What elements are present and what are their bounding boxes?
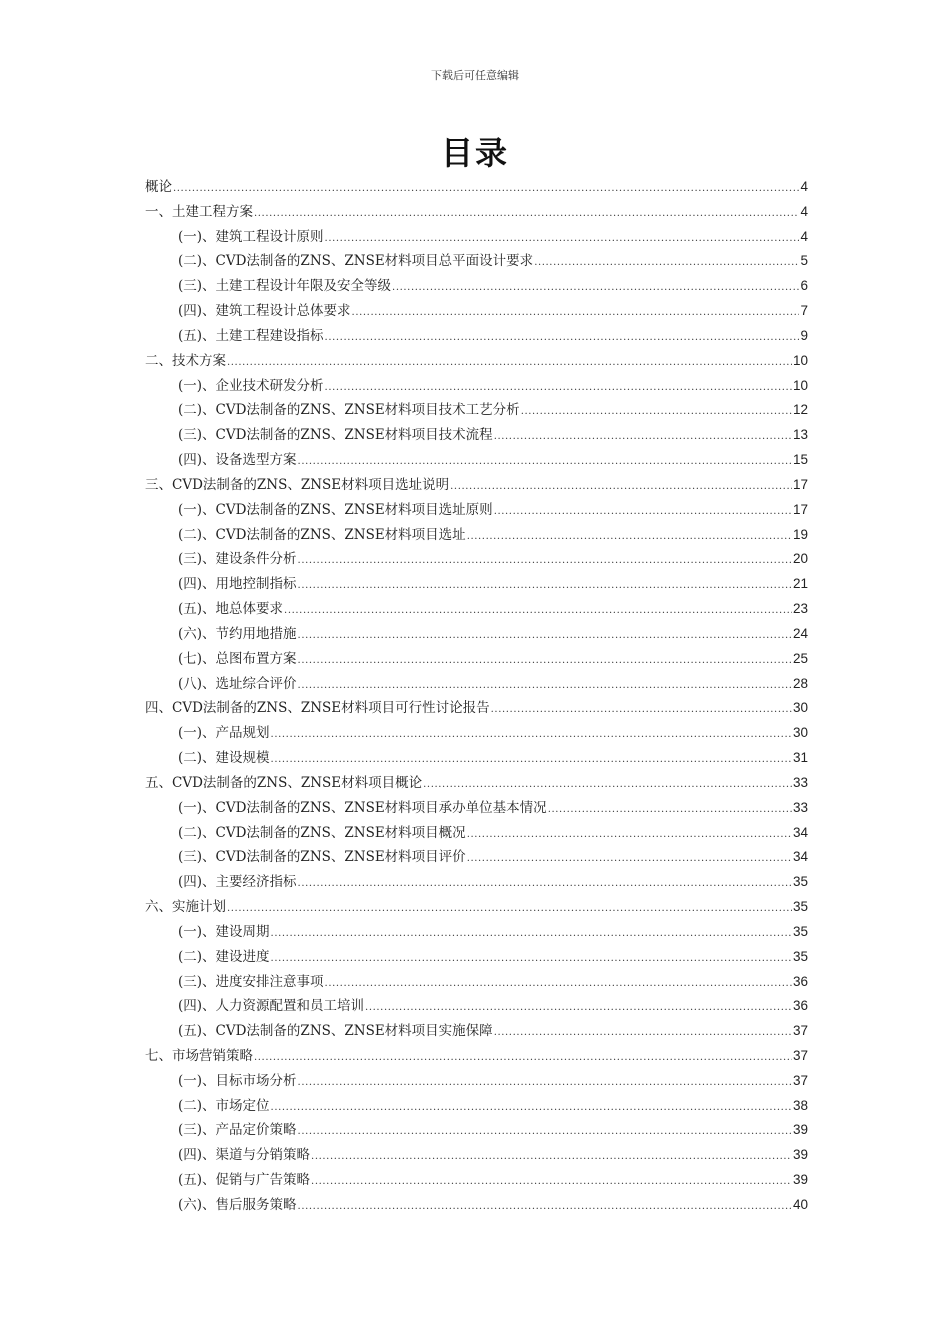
toc-leader-dots [494, 500, 792, 525]
toc-entry-page: 21 [792, 576, 808, 592]
toc-entry-label: (二)、CVD法制备的ZNS、ZNSE材料项目选址 [178, 526, 466, 543]
toc-entry-page: 35 [792, 923, 808, 939]
toc-entry-label: (五)、促销与广告策略 [178, 1172, 311, 1189]
toc-entry[interactable] [145, 249, 808, 274]
toc-entry[interactable] [145, 1044, 808, 1069]
toc-entry-page: 6 [800, 278, 808, 294]
toc-entry[interactable] [145, 423, 808, 448]
toc-entry-label: (四)、渠道与分销策略 [178, 1147, 311, 1164]
toc-leader-dots [311, 1145, 792, 1170]
toc-leader-dots [298, 1071, 792, 1096]
toc-entry-label: (一)、建筑工程设计原则 [178, 228, 324, 245]
toc-entry-page: 5 [800, 253, 808, 269]
toc-leader-dots [325, 227, 800, 252]
toc-entry[interactable] [145, 1168, 808, 1193]
toc-entry-page: 4 [800, 179, 808, 194]
toc-entry[interactable] [145, 821, 808, 846]
toc-entry-page: 35 [792, 874, 808, 890]
toc-entry-page: 40 [792, 1196, 808, 1212]
page-header: 下载后可任意编辑 [431, 69, 519, 82]
toc-entry[interactable] [145, 324, 808, 349]
toc-entry-page: 37 [792, 1047, 808, 1063]
toc-entry-label: (三)、CVD法制备的ZNS、ZNSE材料项目技术流程 [178, 427, 493, 444]
toc-entry-label: 七、市场营销策略 [145, 1047, 253, 1064]
toc-leader-dots [298, 549, 792, 574]
toc-entry[interactable] [145, 796, 808, 821]
toc-entry[interactable] [145, 1143, 808, 1168]
toc-entry-page: 10 [792, 377, 808, 393]
toc-entry[interactable] [145, 1193, 808, 1218]
toc-leader-dots [227, 897, 792, 922]
toc-entry[interactable] [145, 572, 808, 597]
toc-leader-dots [298, 674, 792, 699]
toc-entry[interactable] [145, 175, 808, 200]
toc-entry-label: (三)、土建工程设计年限及安全等级 [178, 278, 392, 295]
toc-entry[interactable] [145, 1069, 808, 1094]
toc-entry[interactable] [145, 771, 808, 796]
toc-entry-page: 37 [792, 1072, 808, 1088]
toc-entry-page: 25 [792, 650, 808, 666]
toc-leader-dots [284, 599, 792, 624]
toc-entry-page: 36 [792, 998, 808, 1014]
toc-entry-label: 二、技术方案 [145, 352, 226, 369]
table-of-contents [145, 175, 808, 1218]
toc-entry-label: 一、土建工程方案 [145, 203, 253, 220]
toc-entry-label: (五)、地总体要求 [178, 601, 284, 618]
toc-leader-dots [271, 748, 792, 773]
toc-entry-label: (一)、企业技术研发分析 [178, 377, 324, 394]
toc-entry[interactable] [145, 696, 808, 721]
toc-leader-dots [271, 922, 792, 947]
toc-entry-label: (二)、建设规模 [178, 750, 270, 767]
toc-entry-label: (一)、建设周期 [178, 923, 270, 940]
toc-entry[interactable] [145, 299, 808, 324]
toc-leader-dots [298, 1120, 792, 1145]
toc-entry[interactable] [145, 746, 808, 771]
toc-entry-label: (四)、设备选型方案 [178, 452, 297, 469]
toc-leader-dots [534, 251, 799, 276]
toc-leader-dots [298, 1195, 792, 1220]
toc-entry-label: (三)、建设条件分析 [178, 551, 297, 568]
toc-entry-page: 20 [792, 551, 808, 567]
toc-leader-dots [298, 872, 792, 897]
toc-leader-dots [254, 202, 799, 227]
toc-entry-page: 9 [800, 327, 808, 343]
toc-entry[interactable] [145, 498, 808, 523]
toc-entry-page: 12 [792, 402, 808, 418]
toc-entry[interactable] [145, 597, 808, 622]
toc-entry[interactable] [145, 1118, 808, 1143]
toc-entry-page: 7 [800, 303, 808, 319]
toc-entry-page: 30 [792, 725, 808, 741]
toc-entry-label: (二)、CVD法制备的ZNS、ZNSE材料项目概况 [178, 824, 466, 841]
toc-leader-dots [352, 301, 800, 326]
toc-entry[interactable] [145, 374, 808, 399]
toc-entry[interactable] [145, 845, 808, 870]
toc-entry-label: (五)、CVD法制备的ZNS、ZNSE材料项目实施保障 [178, 1023, 493, 1040]
toc-entry[interactable] [145, 647, 808, 672]
toc-entry[interactable] [145, 547, 808, 572]
toc-leader-dots [467, 847, 792, 872]
toc-entry[interactable] [145, 398, 808, 423]
toc-entry-page: 38 [792, 1097, 808, 1113]
toc-leader-dots [365, 996, 792, 1021]
toc-entry-page: 4 [800, 203, 808, 219]
toc-entry-label: (二)、CVD法制备的ZNS、ZNSE材料项目总平面设计要求 [178, 253, 534, 270]
toc-entry-label: (六)、节约用地措施 [178, 625, 297, 642]
toc-leader-dots [467, 525, 792, 550]
toc-entry-label: 四、CVD法制备的ZNS、ZNSE材料项目可行性讨论报告 [145, 700, 490, 717]
toc-entry-page: 17 [792, 476, 808, 492]
toc-entry-page: 33 [792, 774, 808, 790]
toc-entry-page: 19 [792, 526, 808, 542]
toc-entry[interactable] [145, 945, 808, 970]
toc-entry[interactable] [145, 200, 808, 225]
toc-leader-dots [271, 1096, 792, 1121]
toc-entry-page: 39 [792, 1147, 808, 1163]
toc-leader-dots [521, 400, 792, 425]
toc-leader-dots [298, 624, 792, 649]
toc-entry-label: (二)、CVD法制备的ZNS、ZNSE材料项目技术工艺分析 [178, 402, 520, 419]
toc-entry-label: (四)、用地控制指标 [178, 576, 297, 593]
toc-entry[interactable] [145, 970, 808, 995]
toc-entry-label: (四)、主要经济指标 [178, 874, 297, 891]
toc-entry[interactable] [145, 672, 808, 697]
toc-entry-label: (三)、CVD法制备的ZNS、ZNSE材料项目评价 [178, 849, 466, 866]
toc-leader-dots [271, 947, 792, 972]
toc-entry-label: (一)、目标市场分析 [178, 1072, 297, 1089]
toc-leader-dots [298, 574, 792, 599]
toc-entry-label: (五)、土建工程建设指标 [178, 327, 324, 344]
toc-entry-page: 23 [792, 601, 808, 617]
toc-entry-page: 34 [792, 824, 808, 840]
toc-entry-label: (六)、售后服务策略 [178, 1196, 297, 1213]
toc-entry-label: (一)、产品规划 [178, 725, 270, 742]
toc-entry-page: 28 [792, 675, 808, 691]
toc-leader-dots [254, 1046, 792, 1071]
toc-entry-page: 35 [792, 899, 808, 915]
toc-entry[interactable] [145, 523, 808, 548]
toc-entry-label: (二)、建设进度 [178, 948, 270, 965]
toc-entry[interactable] [145, 1094, 808, 1119]
toc-entry-page: 10 [792, 352, 808, 368]
toc-entry[interactable] [145, 225, 808, 250]
toc-entry-label: (三)、进度安排注意事项 [178, 973, 324, 990]
toc-entry-page: 35 [792, 948, 808, 964]
toc-leader-dots [325, 326, 800, 351]
toc-entry-page: 13 [792, 427, 808, 443]
toc-entry[interactable] [145, 920, 808, 945]
toc-leader-dots [298, 649, 792, 674]
toc-entry[interactable] [145, 448, 808, 473]
toc-entry-page: 15 [792, 452, 808, 468]
toc-entry-page: 33 [792, 799, 808, 815]
toc-entry[interactable] [145, 895, 808, 920]
toc-entry-label: (三)、产品定价策略 [178, 1122, 297, 1139]
toc-leader-dots [491, 698, 792, 723]
toc-entry-label: 三、CVD法制备的ZNS、ZNSE材料项目选址说明 [145, 476, 450, 493]
toc-entry[interactable] [145, 1019, 808, 1044]
toc-entry-label: 概论 [145, 179, 172, 195]
toc-entry-page: 24 [792, 625, 808, 641]
page-title: 目录 [440, 134, 509, 172]
toc-entry[interactable] [145, 473, 808, 498]
toc-leader-dots [325, 376, 792, 401]
toc-entry[interactable] [145, 870, 808, 895]
toc-leader-dots [325, 972, 792, 997]
toc-entry-label: (一)、CVD法制备的ZNS、ZNSE材料项目选址原则 [178, 501, 493, 518]
toc-entry[interactable] [145, 349, 808, 374]
toc-entry-label: 六、实施计划 [145, 899, 226, 916]
toc-leader-dots [548, 798, 792, 823]
toc-entry-label: (二)、市场定位 [178, 1097, 270, 1114]
toc-leader-dots [392, 276, 799, 301]
toc-entry-label: 五、CVD法制备的ZNS、ZNSE材料项目概论 [145, 774, 423, 791]
toc-entry-label: (四)、建筑工程设计总体要求 [178, 303, 351, 320]
toc-leader-dots [271, 723, 792, 748]
toc-entry-page: 30 [792, 700, 808, 716]
toc-leader-dots [173, 177, 799, 202]
toc-leader-dots [450, 475, 792, 500]
toc-entry-label: (四)、人力资源配置和员工培训 [178, 998, 365, 1015]
toc-entry-page: 34 [792, 849, 808, 865]
toc-leader-dots [311, 1170, 792, 1195]
toc-entry-page: 31 [792, 750, 808, 766]
toc-entry-page: 37 [792, 1023, 808, 1039]
toc-entry-page: 36 [792, 973, 808, 989]
toc-entry-page: 39 [792, 1172, 808, 1188]
toc-leader-dots [494, 1021, 792, 1046]
toc-entry[interactable] [145, 721, 808, 746]
toc-leader-dots [494, 425, 792, 450]
toc-entry[interactable] [145, 274, 808, 299]
toc-leader-dots [227, 351, 792, 376]
toc-entry[interactable] [145, 622, 808, 647]
toc-entry-page: 4 [800, 228, 808, 244]
toc-entry-label: (一)、CVD法制备的ZNS、ZNSE材料项目承办单位基本情况 [178, 799, 547, 816]
toc-leader-dots [423, 773, 792, 798]
toc-entry-label: (八)、选址综合评价 [178, 675, 297, 692]
toc-entry-page: 17 [792, 501, 808, 517]
toc-entry-page: 39 [792, 1122, 808, 1138]
toc-leader-dots [298, 450, 792, 475]
toc-entry[interactable] [145, 994, 808, 1019]
toc-entry-label: (七)、总图布置方案 [178, 650, 297, 667]
toc-leader-dots [467, 823, 792, 848]
